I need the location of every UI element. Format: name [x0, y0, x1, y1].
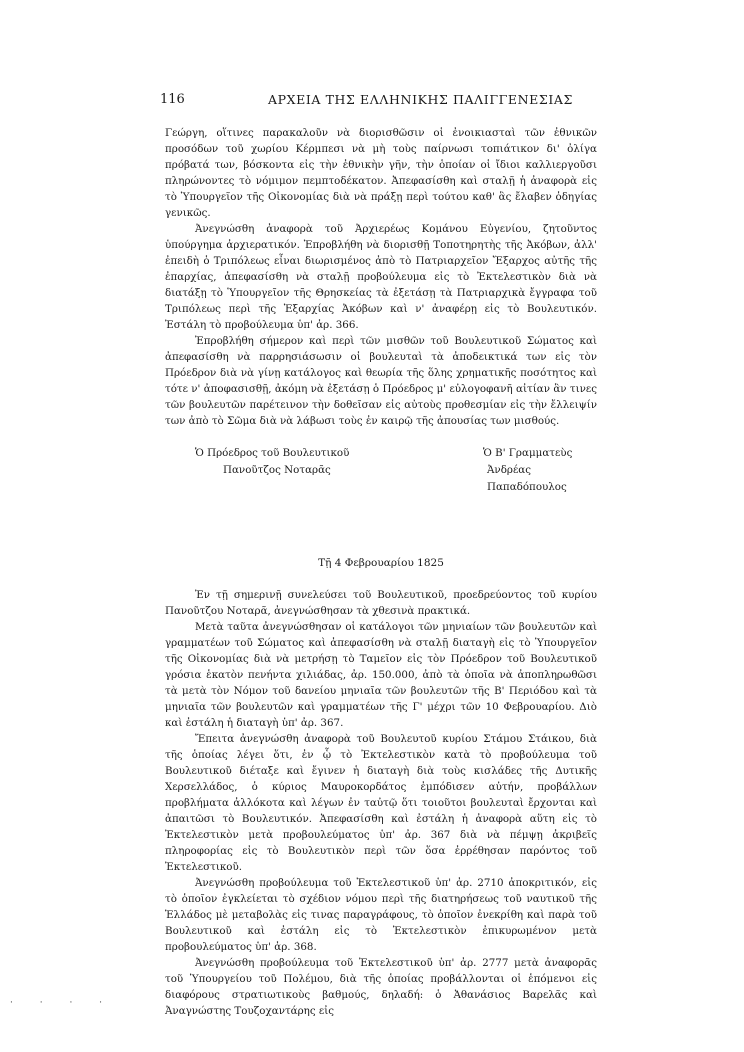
session-date: Τῇ 4 Φεβρουαρίου 1825 [318, 557, 444, 569]
signature-title: Ὁ Πρόεδρος τοῦ Βουλευτικοῦ [195, 447, 350, 459]
paragraph: Ἀνεγνώσθη προβούλευμα τοῦ Ἐκτελεστικοῦ ὑπ' ἀρ. 2777 μετὰ ἀναφορᾶς τοῦ Ὑπουργείου τοῦ Πολέμου, διὰ τῆς ὁποίας προβάλλονται οἱ ἑπόμενοι εἰς διαφόρους στρατιωτικοὺς βαθμούς, δηλαδή: ὁ Ἀθανάσιος Βαρελᾶς καὶ Ἀναγνώστης Τουζοχαντάρης εἰς [165, 957, 597, 1017]
page-header [160, 92, 600, 112]
paragraph: Ἐπροβλήθη σήμερον καὶ περὶ τῶν μισθῶν τοῦ Βουλευτικοῦ Σώματος καὶ ἀπεφασίσθη νὰ παρρησιάσωσιν οἱ βουλευταὶ τὰ ἀποδεικτικά των εἰς τὸν Πρόεδρον διὰ νὰ γίνῃ κατάλογος καὶ θεωρία τῆς ὅλης χρηματικῆς ποσότητος καὶ τότε ν' ἀποφασισθῇ, ἀκόμη νὰ ἐξετάσῃ ὁ Πρόεδρος μ' εὐλογοφανῆ αἰτίαν ἂν τινες τῶν βουλευτῶν παρέτεινον τὴν δοθεῖσαν εἰς αὐτοὺς προθεσμίαν εἰς τὴν ἔλλειψίν των ἀπὸ τὸ Σῶμα διὰ νὰ λάβωσι τοὺς ἐν καιρῷ τῆς ἀπουσίας των μισθούς. [165, 335, 597, 427]
document-body [165, 125, 597, 1019]
signature-secretary [483, 445, 597, 496]
signature-title: Ὁ Β' Γραμματεὺς [483, 447, 573, 459]
paragraph: Γεώργη, οἵτινες παρακαλοῦν νὰ διορισθῶσιν οἱ ἐνοικιασταὶ τῶν ἐθνικῶν προσόδων τοῦ χωρίου Κέρμπεσι νὰ μὴ τοὺς παίρνωσι τοπιάτικον δι' ὀλίγα πρόβατά των, βόσκοντα εἰς τὴν ἐθνικὴν γῆν, τὴν ὁποίαν οἱ ἴδιοι καλλιεργοῦσι πληρώνοντες τὸ νόμιμον πεμπτοδέκατον. Ἀπεφασίσθη καὶ σταλῇ ἡ ἀναφορὰ εἰς τὸ Ὑπουργεῖον τῆς Οἰκονομίας διὰ νὰ πράξῃ περὶ τούτου καθ' ἃς ἔλαβεν ὁδηγίας γενικῶς. [165, 127, 597, 219]
paragraph: Ἀνεγνώσθη ἀναφορὰ τοῦ Ἀρχιερέως Κομάνου Εὐγενίου, ζητοῦντος ὑπούργημα ἀρχιερατικόν. Ἐπροβλήθη νὰ διορισθῇ Τοποτηρητὴς τῆς Ἀκόβων, ἀλλ' ἐπειδὴ ὁ Τριπόλεως εἶναι διωρισμένος ἀπὸ τὸ Πατριαρχεῖον Ἔξαρχος αὐτῆς τῆς ἐπαρχίας, ἀπεφασίσθη νὰ σταλῇ προβούλευμα εἰς τὸ Ἐκτελεστικὸν διὰ νὰ διατάξῃ τὸ Ὑπουργεῖον τῆς Θρησκείας τὰ ἐξετάσῃ τὰ Πατριαρχικὰ ἔγγραφα τοῦ Τριπόλεως περὶ τῆς Ἐξαρχίας Ἀκόβων καὶ ν' ἀναφέρῃ εἰς τὸ Βουλευτικόν. Ἐστάλη τὸ προβούλευμα ὑπ' ἀρ. 366. [165, 223, 597, 331]
paragraph: Ἀνεγνώσθη προβούλευμα τοῦ Ἐκτελεστικοῦ ὑπ' ἀρ. 2710 ἀποκριτικόν, εἰς τὸ ὁποῖον ἐγκλείεται τὸ σχέδιον νόμου περὶ τῆς διατηρήσεως τοῦ ναυτικοῦ τῆς Ἑλλάδος μὲ μεταβολὰς εἰς τινας παραγράφους, τὸ ὁποῖον ἐνεκρίθη καὶ παρὰ τοῦ Βουλευτικοῦ καὶ ἐστάλη εἰς τὸ Ἐκτελεστικὸν ἐπικυρωμένον μετὰ προβουλεύματος ὑπ' ἀρ. 368. [165, 877, 597, 953]
paragraph: Μετὰ ταῦτα ἀνεγνώσθησαν οἱ κατάλογοι τῶν μηνιαίων τῶν βουλευτῶν καὶ γραμματέων τοῦ Σώματος καὶ ἀπεφασίσθη νὰ σταλῇ διαταγὴ εἰς τὸ Ὑπουργεῖον τῆς Οἰκονομίας διὰ νὰ μετρήσῃ τὸ Ταμεῖον εἰς τὸν Πρόεδρον τοῦ Βουλευτικοῦ γρόσια ἑκατὸν πενήντα χιλιάδας, ἀρ. 150.000, ἀπὸ τὰ ὁποῖα νὰ ἀποπληρωθῶσι τὰ μετὰ τὸν Νόμον τοῦ δανείου μηνιαῖα τῶν βουλευτῶν τῆς Β' Περιόδου καὶ τὰ μηνιαῖα τῶν βουλευτῶν καὶ γραμματέων τῆς Γ' μέχρι τῶν 10 Φεβρουαρίου. Διὸ καὶ ἐστάλη ἡ διαταγὴ ὑπ' ἀρ. 367. [165, 621, 597, 729]
signature-name: Πανοῦτζος Νοταρᾶς [223, 464, 331, 476]
paragraph: Ἔπειτα ἀνεγνώσθη ἀναφορὰ τοῦ Βουλευτοῦ κυρίου Στάμου Στάικου, διὰ τῆς ὁποίας λέγει ὅτι, ἐν ᾧ τὸ Ἐκτελεστικὸν κατὰ τὸ προβούλευμα τοῦ Βουλευτικοῦ διέταξε καὶ ἔγινεν ἡ διαταγὴ διὰ τοὺς κισλάδες τῆς Δυτικῆς Χερσελλάδος, ὁ κύριος Μαυροκορδάτος ἐμπόδισεν αὐτήν, προβάλλων προβλήματα ἀλλόκοτα καὶ λέγων ἐν ταὐτῷ ὅτι τοιοῦτοι βουλευταὶ ἔρχονται καὶ ἀπαιτῶσι τὸ Βουλευτικόν. Ἀπεφασίσθη καὶ ἐστάλη ἡ ἀναφορὰ αὕτη εἰς τὸ Ἐκτελεστικὸν μετὰ προβουλεύματος ὑπ' ἀρ. 367 διὰ νὰ πέμψῃ ἀκριβεῖς πληροφορίας εἰς τὸ Βουλευτικὸν περὶ τῶν ὅσα ἐρρέθησαν παρόντος τοῦ Ἐκτελεστικοῦ. [165, 733, 597, 873]
signature-block [165, 445, 597, 493]
page-number: 116 [160, 92, 185, 107]
signature-president [195, 445, 349, 479]
paragraph: Ἐν τῇ σημερινῇ συνελεύσει τοῦ Βουλευτικοῦ, προεδρεύοντος τοῦ κυρίου Πανοῦτζου Νοταρᾶ, ἀνεγνώσθησαν τὰ χθεσινὰ πρακτικά. [165, 589, 597, 617]
signature-name: Ἀνδρέας Παπαδόπουλος [487, 464, 567, 493]
scan-margin-marks: · · · · [10, 998, 115, 1008]
running-title: ΑΡΧΕΙΑ ΤΗΣ ΕΛΛΗΝΙΚΗΣ ΠΑΛΙΓΓΕΝΕΣΙΑΣ [268, 92, 573, 107]
